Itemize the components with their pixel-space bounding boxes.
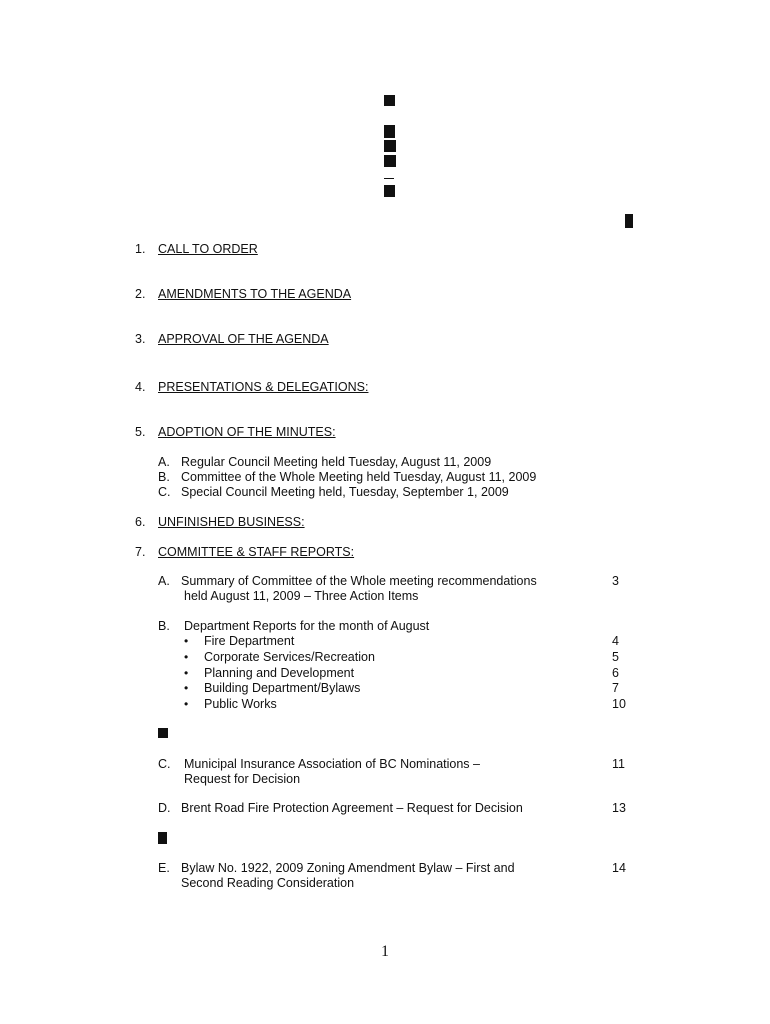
agenda-section-title: COMMITTEE & STAFF REPORTS:: [158, 545, 355, 559]
department-report-item: Fire Department: [204, 634, 295, 648]
report-letter: B.: [158, 619, 170, 633]
redacted-mark: [158, 832, 167, 844]
department-report-item: Public Works: [204, 697, 277, 711]
report-text: Department Reports for the month of August: [184, 619, 430, 633]
minutes-item-letter: B.: [158, 470, 170, 484]
agenda-section-number: 3.: [135, 332, 146, 346]
report-page-number: 6: [612, 666, 619, 680]
agenda-section-title: PRESENTATIONS & DELEGATIONS:: [158, 380, 369, 394]
report-page-number: 14: [612, 861, 626, 875]
redacted-header-mark: [384, 95, 395, 106]
minutes-item-text: Special Council Meeting held, Tuesday, September 1, 2009: [181, 485, 509, 499]
report-page-number: 3: [612, 574, 619, 588]
department-report-item: Building Department/Bylaws: [204, 681, 361, 695]
agenda-section-number: 6.: [135, 515, 146, 529]
agenda-section-title: ADOPTION OF THE MINUTES:: [158, 425, 336, 439]
report-letter: E.: [158, 861, 170, 875]
agenda-section-number: 7.: [135, 545, 146, 559]
redacted-header-mark: [384, 185, 395, 197]
agenda-section-number: 5.: [135, 425, 146, 439]
report-text: Request for Decision: [184, 772, 301, 786]
agenda-section-title: UNFINISHED BUSINESS:: [158, 515, 305, 529]
agenda-section-number: 4.: [135, 380, 146, 394]
report-letter: C.: [158, 757, 171, 771]
report-letter: D.: [158, 801, 171, 815]
bullet-icon: •: [184, 681, 189, 695]
report-page-number: 13: [612, 801, 626, 815]
redacted-header-mark: [384, 155, 396, 167]
report-text: Summary of Committee of the Whole meeting recommendations: [181, 574, 537, 588]
report-letter: A.: [158, 574, 170, 588]
report-page-number: 7: [612, 681, 619, 695]
minutes-item-letter: C.: [158, 485, 171, 499]
redacted-page-header-mark: [625, 214, 633, 228]
department-report-item: Corporate Services/Recreation: [204, 650, 375, 664]
agenda-section-title: APPROVAL OF THE AGENDA: [158, 332, 329, 346]
bullet-icon: •: [184, 666, 189, 680]
page-number: 1: [381, 943, 389, 960]
agenda-section-title: CALL TO ORDER: [158, 242, 258, 256]
agenda-section-number: 2.: [135, 287, 146, 301]
minutes-item-letter: A.: [158, 455, 170, 469]
bullet-icon: •: [184, 650, 189, 664]
redacted-header-mark: [384, 125, 395, 138]
header-rule: [384, 178, 394, 179]
report-text: held August 11, 2009 – Three Action Items: [184, 589, 419, 603]
bullet-icon: •: [184, 697, 189, 711]
report-page-number: 10: [612, 697, 626, 711]
minutes-item-text: Regular Council Meeting held Tuesday, August 11, 2009: [181, 455, 492, 469]
bullet-icon: •: [184, 634, 189, 648]
agenda-section-number: 1.: [135, 242, 146, 256]
report-text: Bylaw No. 1922, 2009 Zoning Amendment Bylaw – First and: [181, 861, 515, 875]
report-text: Second Reading Consideration: [181, 876, 355, 890]
agenda-section-title: AMENDMENTS TO THE AGENDA: [158, 287, 352, 301]
report-page-number: 11: [612, 757, 625, 771]
minutes-item-text: Committee of the Whole Meeting held Tuesday, August 11, 2009: [181, 470, 537, 484]
department-report-item: Planning and Development: [204, 666, 355, 680]
report-page-number: 4: [612, 634, 619, 648]
redacted-header-mark: [384, 140, 396, 152]
report-text: Brent Road Fire Protection Agreement – Request for Decision: [181, 801, 523, 815]
report-text: Municipal Insurance Association of BC Nominations –: [184, 757, 480, 771]
report-page-number: 5: [612, 650, 619, 664]
redacted-mark: [158, 728, 168, 738]
